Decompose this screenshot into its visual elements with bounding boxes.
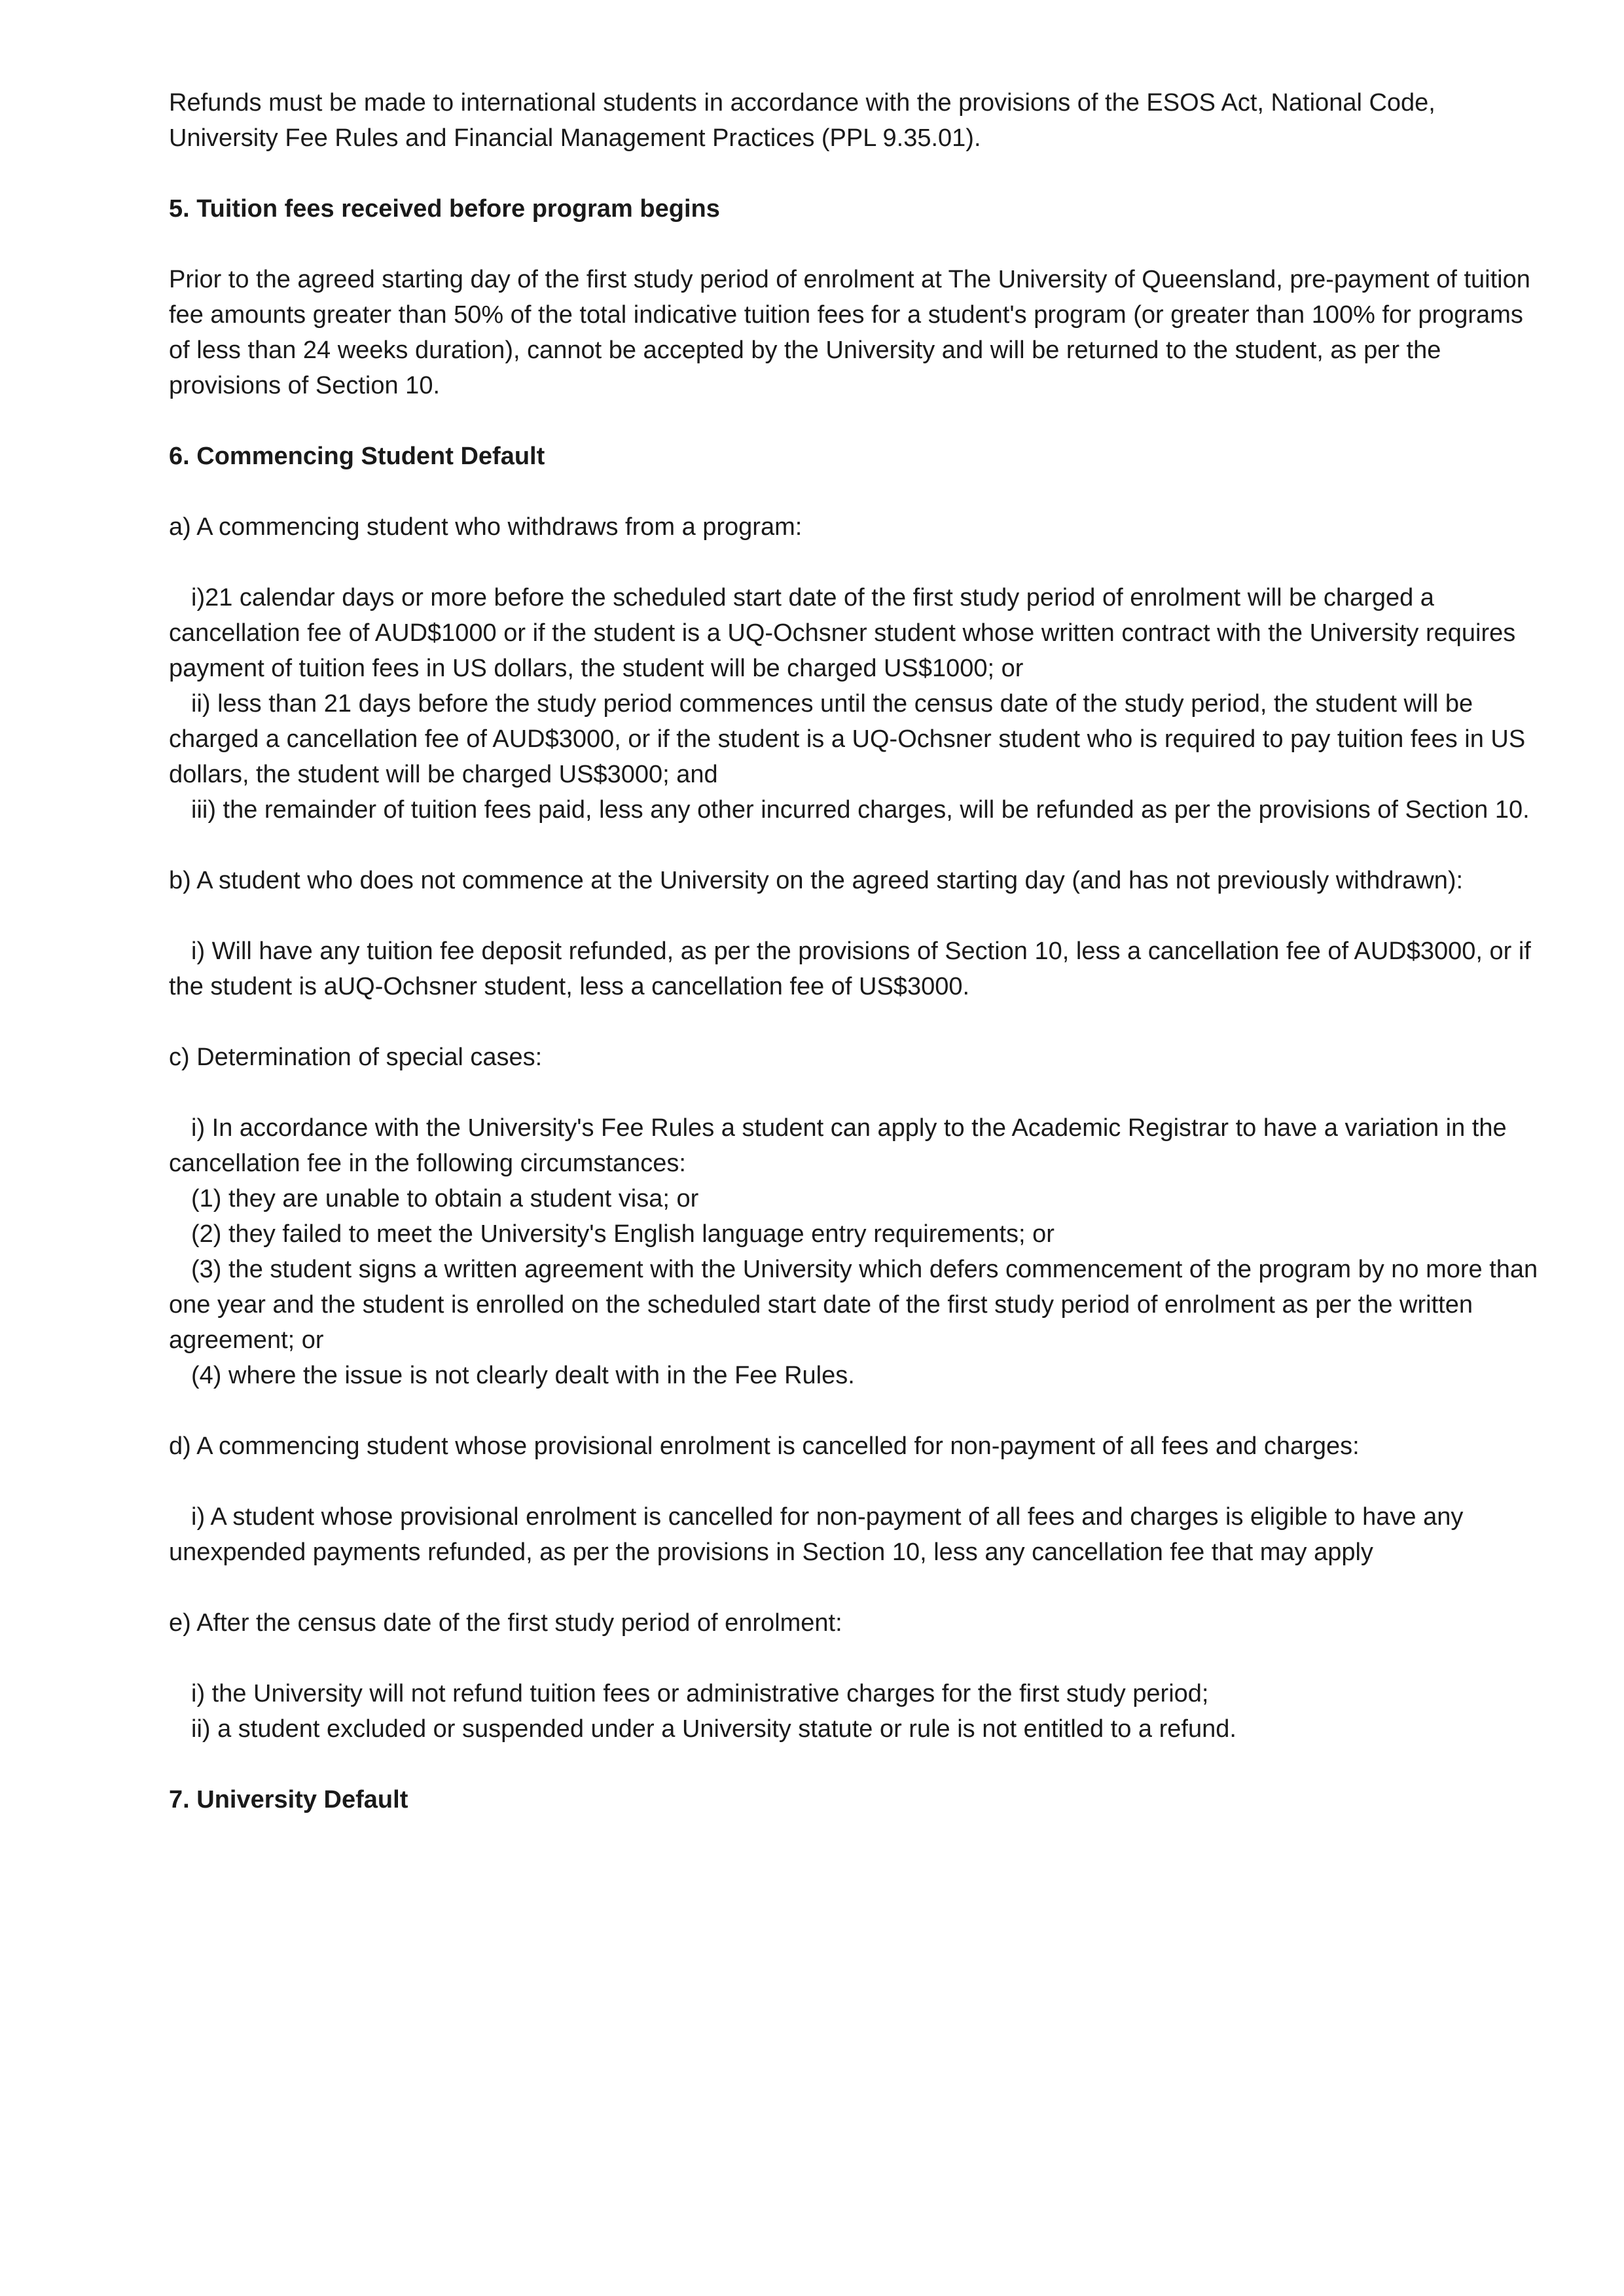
section-6a-item-ii: ii) less than 21 days before the study period commences until the census date of the study period, the student will be charged a cancellation fee of AUD$3000, or if the student is a UQ-Ochsner student who is required to pay tuition fees in US dollars, the student will be charged US$3000; and xyxy=(169,690,1532,788)
section-6a-item-iii: iii) the remainder of tuition fees paid, less any other incurred charges, will be refunded as per the provisions of Section 10. xyxy=(191,796,1530,824)
intro-paragraph: Refunds must be made to international students in accordance with the provisions of the ESOS Act, National Code, University Fee Rules and Financial Management Practices (PPL 9.35.01). xyxy=(169,89,1443,152)
section-6d-items xyxy=(169,1499,1543,1570)
section-6b-items xyxy=(169,934,1543,1004)
section-6c-items xyxy=(169,1110,1543,1393)
document-page xyxy=(169,85,1543,1853)
section-6c-item-4: (4) where the issue is not clearly dealt with in the Fee Rules. xyxy=(191,1362,855,1389)
section-6e-intro: e) After the census date of the first study period of enrolment: xyxy=(169,1609,842,1637)
section-6e-item-ii: ii) a student excluded or suspended under a University statute or rule is not entitled to a refund. xyxy=(191,1715,1236,1743)
section-6b-item-i: i) Will have any tuition fee deposit refunded, as per the provisions of Section 10, less a cancellation fee of AUD$3000, or if the student is aUQ-Ochsner student, less a cancellation fee of US$3000. xyxy=(169,938,1538,1000)
section-6c-item-3: (3) the student signs a written agreement with the University which defers commencement of the program by no more than one year and the student is enrolled on the scheduled start date of the first study period of enrolment as per the written agreement; or xyxy=(169,1256,1545,1354)
section-5-body: Prior to the agreed starting day of the first study period of enrolment at The University of Queensland, pre-payment of tuition fee amounts greater than 50% of the total indicative tuition fees for a student's program (or greater than 100% for programs of less than 24 weeks duration), cannot be accepted by the University and will be returned to the student, as per the provisions of Section 10. xyxy=(169,266,1538,399)
section-6c-intro: c) Determination of special cases: xyxy=(169,1044,543,1071)
section-6b-intro: b) A student who does not commence at the University on the agreed starting day (and has not previously withdrawn): xyxy=(169,867,1464,894)
section-6c-item-i: i) In accordance with the University's Fee Rules a student can apply to the Academic Registrar to have a variation in the cancellation fee in the following circumstances: xyxy=(169,1114,1514,1177)
section-6d-intro: d) A commencing student whose provisional enrolment is cancelled for non-payment of all fees and charges: xyxy=(169,1432,1360,1460)
section-6d-item-i: i) A student whose provisional enrolment is cancelled for non-payment of all fees and charges is eligible to have any unexpended payments refunded, as per the provisions in Section 10, less any cancellation fee that may apply xyxy=(169,1503,1470,1566)
section-6c-item-1: (1) they are unable to obtain a student visa; or xyxy=(191,1185,699,1212)
section-6c-item-2: (2) they failed to meet the University's English language entry requirements; or xyxy=(191,1220,1055,1248)
section-6-heading: 6. Commencing Student Default xyxy=(169,443,545,470)
section-6e-item-i: i) the University will not refund tuition fees or administrative charges for the first study period; xyxy=(191,1680,1209,1707)
section-6e-items xyxy=(169,1676,1543,1747)
section-5-heading: 5. Tuition fees received before program begins xyxy=(169,195,720,223)
section-6a-intro: a) A commencing student who withdraws from a program: xyxy=(169,513,803,541)
section-7-heading: 7. University Default xyxy=(169,1786,408,1813)
section-6a-items xyxy=(169,580,1543,828)
section-6a-item-i: i)21 calendar days or more before the scheduled start date of the first study period of enrolment will be charged a cancellation fee of AUD$1000 or if the student is a UQ-Ochsner student whose written contract with the University requires payment of tuition fees in US dollars, the student will be charged US$1000; or xyxy=(169,584,1523,682)
